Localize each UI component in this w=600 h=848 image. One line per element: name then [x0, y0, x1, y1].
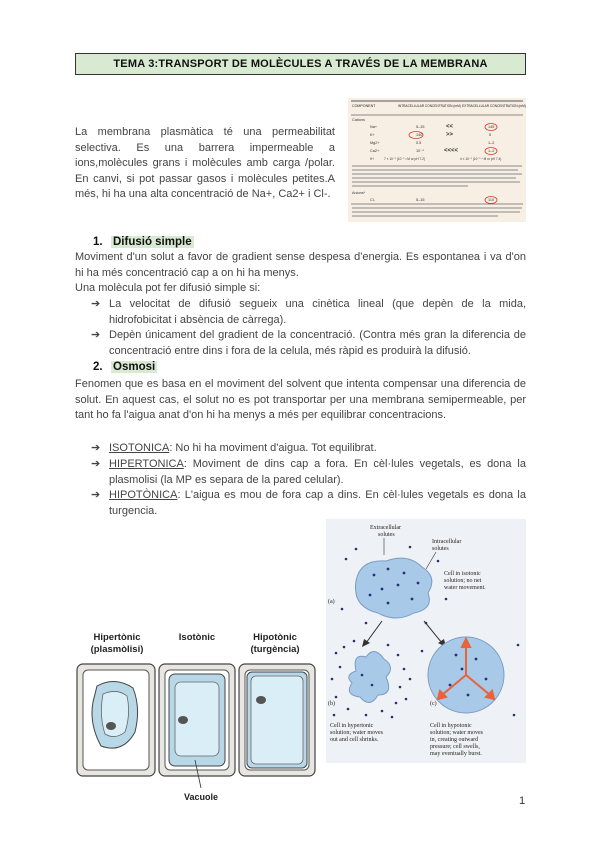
list-item: ➔ HIPERTONICA: Moviment de dins cap a fora. En cèl·lules vegetals, es dona la plasmolisi (la MP es separa de la pared celular).	[91, 458, 526, 486]
osmosi-definition: Fenomen que es basa en el moviment del solvent que intenta compensar una diferencia de solut. En aquest cas, el solut no es pot transportar per una membrana semipermeable, per tant ho fa l'aigua anat d'on hi ha menys a més per equilibrar concentracions.	[75, 378, 526, 421]
osmosis-cell-figure	[326, 519, 526, 763]
label-hypotonic-2: solution; water moves	[430, 730, 483, 736]
svg-text:H+: H+	[370, 157, 375, 161]
ion-concentration-table-image	[348, 98, 526, 222]
section-heading-osmosi	[93, 361, 157, 373]
arrow-icon: ➔	[91, 489, 101, 501]
section-number: 1.	[93, 236, 103, 248]
svg-text:1–2: 1–2	[488, 149, 495, 153]
table-section-cations: Cations	[352, 118, 365, 122]
label-isotonic: Isotònic	[178, 632, 216, 643]
svg-text:10⁻⁴: 10⁻⁴	[416, 149, 424, 153]
label-hypotonic-4: pressure; cell swells,	[430, 744, 480, 750]
svg-text:145: 145	[488, 125, 495, 129]
label-hypotonic-1: Cell in hypotonic	[430, 723, 472, 729]
section-title: Osmosi	[113, 361, 156, 373]
arrow-icon: ➔	[91, 458, 101, 470]
svg-text:110: 110	[488, 198, 495, 202]
table-header-intra: INTRACELLULAR CONCENTRATION (mM)	[398, 104, 461, 108]
section-number: 2.	[93, 361, 103, 373]
difusio-definition: Moviment d'un solut a favor de gradient sense despesa d'energia. Es espontanea i va d'on hi ha més concentració cap a on hi ha menys.	[75, 251, 526, 279]
label-hypertonic-1: Cell in hypertonic	[330, 723, 374, 729]
table-header-component: COMPONENT	[352, 104, 376, 108]
svg-text:4 × 10⁻⁵ (10⁻⁷·⁴ M or pH 7.4): 4 × 10⁻⁵ (10⁻⁷·⁴ M or pH 7.4)	[460, 157, 502, 161]
label-hypertonic-2: solution; water moves	[330, 730, 383, 736]
label-vacuole: Vacuole	[183, 792, 219, 802]
svg-text:1–2: 1–2	[488, 141, 495, 145]
svg-text:Cl-: Cl-	[370, 198, 375, 202]
arrow-icon: ➔	[91, 329, 101, 341]
svg-text:0.5: 0.5	[416, 141, 422, 145]
list-item: ➔ La velocitat de difusió segueix una cinètica lineal (que depèn de la mida, hidrofobicitat i absència de càrrega).	[91, 298, 526, 326]
svg-text:Mg2+: Mg2+	[370, 141, 380, 145]
intro-paragraph: La membrana plasmàtica té una permeabilitat selectiva. Es una barrera impermeable a ions,molècules grans i molècules amb carga /polar. En canvi, si pot passar gasos i molècules petites.A més, hi ha una alta concentració de Na+, Ca2+ i Cl-.	[75, 126, 335, 200]
plant-cell-figure	[75, 628, 317, 814]
list-item: ➔ ISOTONICA: No hi ha moviment d'aigua. Tot equilibrat.	[91, 441, 526, 457]
label-panel-a: (a)	[328, 599, 335, 605]
label-hypotonic-5: may eventually burst.	[430, 751, 482, 757]
label-turgencia: (turgència)	[250, 644, 300, 655]
label-isotonic-2: solution; no net	[444, 578, 482, 584]
svg-text:5–15: 5–15	[416, 125, 425, 129]
label-panel-c: (c)	[430, 701, 437, 707]
page-number: 1	[519, 795, 526, 807]
difusio-conditions-intro: Una molècula pot fer difusió simple si:	[75, 282, 261, 294]
table-header-extra: EXTRACELLULAR CONCENTRATION (mM)	[462, 104, 526, 108]
label-hipertonic: Hipertònic	[93, 632, 141, 643]
svg-text:<<<<: <<<<	[444, 148, 459, 154]
list-item: ➔ HIPOTÒNICA: L'aigua es mou de fora cap a dins. En cèl·lules vegetals es dona la turgencia.	[91, 489, 526, 517]
svg-text:5–15: 5–15	[416, 198, 425, 202]
svg-text:>>: >>	[446, 132, 454, 138]
label-intracellular-2: solutes	[432, 546, 449, 552]
list-item: ➔ Depèn únicament del gradient de la concentració. (Contra més gran la diferencia de concentració entre dins i fora de la celula, més ràpid es produirà la difusió.	[91, 329, 526, 357]
svg-text:Na+: Na+	[370, 125, 378, 129]
svg-text:7 × 10⁻⁵ (10⁻⁷·² M or pH 7.2): 7 × 10⁻⁵ (10⁻⁷·² M or pH 7.2)	[384, 157, 426, 161]
svg-text:140: 140	[416, 133, 423, 137]
section-heading-difusio	[93, 236, 194, 248]
label-hypotonic-3: in, creating outward	[430, 737, 479, 743]
page-title: TEMA 3:TRANSPORT DE MOLÈCULES A TRAVÉS DE LA MEMBRANA	[75, 53, 526, 75]
svg-text:Ca2+: Ca2+	[370, 149, 380, 153]
label-extracellular-1: Extracellular	[370, 525, 401, 531]
label-plasmolisi: (plasmòlisi)	[90, 644, 144, 655]
label-hipotonic: Hipotònic	[253, 632, 297, 643]
label-intracellular-1: Intracellular	[432, 539, 462, 545]
svg-text:<<: <<	[446, 124, 454, 130]
table-section-anions: Anions*	[352, 191, 366, 195]
label-isotonic-3: water movement.	[444, 585, 486, 591]
arrow-icon: ➔	[91, 298, 101, 310]
label-panel-b: (b)	[328, 701, 335, 707]
section-title: Difusió simple	[113, 236, 192, 248]
label-isotonic-1: Cell in isotonic	[444, 571, 481, 577]
label-extracellular-2: solutes	[378, 532, 395, 538]
label-hypertonic-3: out and cell shrinks.	[330, 737, 379, 743]
svg-text:K+: K+	[370, 133, 375, 137]
arrow-icon: ➔	[91, 442, 101, 454]
svg-text:5: 5	[489, 133, 492, 137]
